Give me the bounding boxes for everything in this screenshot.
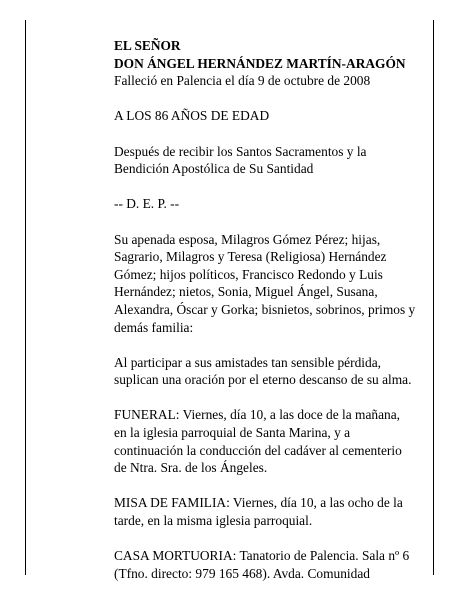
funeral-home-line: CASA MORTUORIA: Tanatorio de Palencia. Sala nº 6 bbox=[114, 548, 410, 564]
request-line: suplican una oración por el eterno descanso de su alma. bbox=[114, 372, 412, 388]
family-paragraph bbox=[114, 231, 426, 337]
funeral-home-line: (Tfno. directo: 979 165 468). Avda. Comunidad bbox=[114, 565, 370, 581]
obituary-text bbox=[114, 37, 426, 600]
sacraments-line: Bendición Apostólica de Su Santidad bbox=[114, 161, 314, 177]
funeral-line: continuación la conducción del cadáver al cementerio bbox=[114, 442, 402, 458]
left-border-line bbox=[25, 20, 26, 575]
funeral-line: en la iglesia parroquial de Santa Marina, y a bbox=[114, 425, 351, 441]
funeral-line: FUNERAL: Viernes, día 10, a las doce de la mañana, bbox=[114, 407, 401, 423]
funeral-paragraph bbox=[114, 406, 426, 476]
request-line: Al participar a sus amistades tan sensible pérdida, bbox=[114, 354, 381, 370]
age-text: A LOS 86 AÑOS DE EDAD bbox=[114, 108, 270, 124]
family-line: Gómez; hijos políticos, Francisco Redondo y Luis bbox=[114, 266, 383, 282]
header-section bbox=[114, 37, 426, 90]
sacraments-paragraph bbox=[114, 143, 426, 178]
family-mass-paragraph bbox=[114, 494, 426, 529]
heading-title: EL SEÑOR bbox=[114, 38, 181, 53]
family-line: Su apenada esposa, Milagros Gómez Pérez; hijas, bbox=[114, 231, 381, 247]
death-date-line: Falleció en Palencia el día 9 de octubre de 2008 bbox=[114, 73, 371, 89]
request-paragraph bbox=[114, 354, 426, 389]
sacraments-line: Después de recibir los Santos Sacramentos y la bbox=[114, 143, 367, 159]
family-line: Hernández; nietos, Sonia, Miguel Ángel, Susana, bbox=[114, 284, 378, 300]
rip-line bbox=[114, 195, 426, 213]
family-line: Sagrario, Milagros y Teresa (Religiosa) Hernández bbox=[114, 249, 387, 265]
family-mass-line: MISA DE FAMILIA: Viernes, día 10, a las ocho de la bbox=[114, 495, 403, 511]
age-line bbox=[114, 107, 426, 125]
family-line: demás familia: bbox=[114, 319, 194, 335]
funeral-line: de Ntra. Sra. de los Ángeles. bbox=[114, 460, 268, 476]
family-line: Alexandra, Óscar y Gorka; bisnietos, sobrinos, primos y bbox=[114, 301, 416, 317]
deceased-name: DON ÁNGEL HERNÁNDEZ MARTÍN-ARAGÓN bbox=[114, 55, 406, 71]
rip-text: -- D. E. P. -- bbox=[114, 196, 180, 212]
right-border-line bbox=[433, 20, 434, 575]
family-mass-line: tarde, en la misma iglesia parroquial. bbox=[114, 513, 313, 529]
funeral-home-paragraph bbox=[114, 547, 426, 582]
